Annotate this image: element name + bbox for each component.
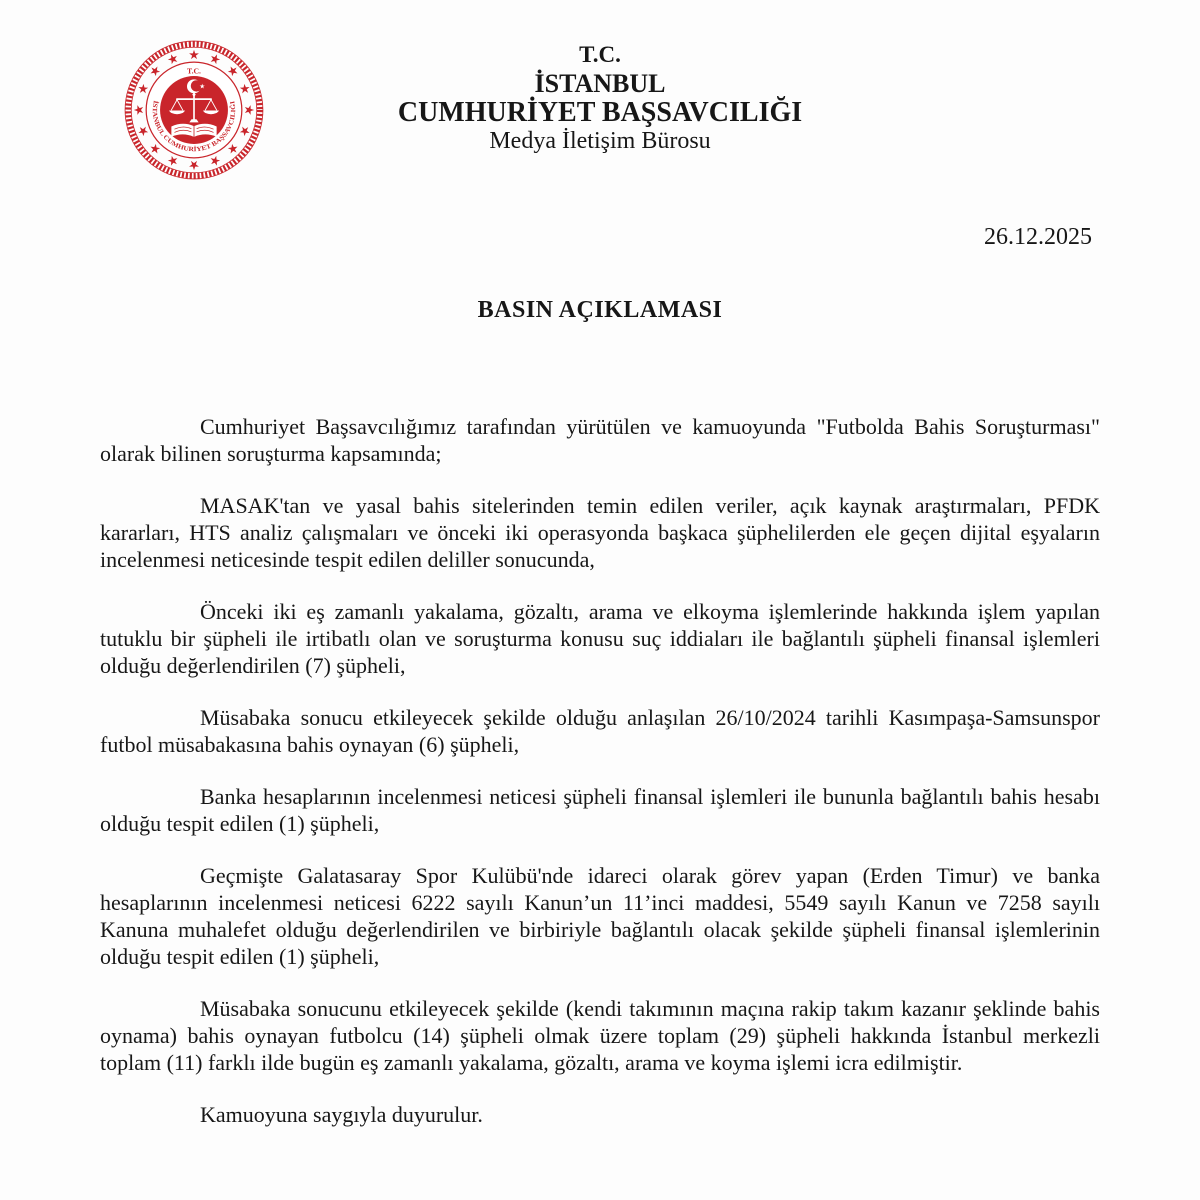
- paragraph-operation-total: Müsabaka sonucunu etkileyecek şekilde (kendi takımının maçına rakip takım kazanır şeklinde bahis oynama) bahis oynayan futbolcu (14) şüpheli olmak üzere toplam (29) şüpheli hakkında İstanbul merkezli toplam (11) farklı ilde bugün eş zamanlı yakalama, gözaltı, arama ve koyma işlemi icra edilmiştir.: [100, 996, 1100, 1075]
- paragraph-one-suspect-club: Geçmişte Galatasaray Spor Kulübü'nde idareci olarak görev yapan (Erden Timur) ve banka hesaplarının incelenmesi neticesi 6222 sayılı Kanun’un 11’inci maddesi, 5549 sayılı Kanun ve 7258 sayılı Kanuna muhalefet olduğu değerlendirilen ve birbiriyle bağlantılı olacak şekilde şüpheli finansal işlemlerinin olduğu tespit edilen (1) şüpheli,: [100, 863, 1100, 969]
- document-body: [100, 413, 1100, 1128]
- paragraph-six-suspects: Müsabaka sonucu etkileyecek şekilde olduğu anlaşılan 26/10/2024 tarihli Kasımpaşa-Samsunspor futbol müsabakasına bahis oynayan (6) şüpheli,: [100, 705, 1100, 757]
- paragraph-seven-suspects: Önceki iki eş zamanlı yakalama, gözaltı, arama ve elkoyma işlemlerinde hakkında işlem yapılan tutuklu bir şüpheli ile irtibatlı olan ve soruşturma konusu suç iddiaları ile bağlantılı şüpheli finansal işlemleri olduğu değerlendirilen (7) şüpheli,: [100, 599, 1100, 678]
- letterhead-tc: T.C.: [579, 42, 621, 67]
- paragraph-evidence: MASAK'tan ve yasal bahis sitelerinden temin edilen veriler, açık kaynak araştırmaları, PFDK kararları, HTS analiz çalışmaları ve önceki iki operasyonda başkaca şüphelilerden ele geçen dijital eşyaların incelenmesi neticesinde tespit edilen deliller sonucunda,: [100, 493, 1100, 572]
- letterhead: [0, 40, 1200, 156]
- paragraph-closing: Kamuoyuna saygıyla duyurulur.: [200, 1102, 483, 1127]
- paragraph-intro: Cumhuriyet Başsavcılığımız tarafından yürütülen ve kamuoyunda "Futbolda Bahis Soruşturması" olarak bilinen soruşturma kapsamında;: [100, 414, 1100, 466]
- seal-tc-text: T.C.: [187, 66, 201, 76]
- seal-ring-text: İSTANBUL CUMHURİYET BAŞSAVCILIĞI: [150, 99, 238, 154]
- paragraph-one-suspect-bank: Banka hesaplarının incelenmesi neticesi şüpheli finansal işlemleri ile bununla bağlantılı bahis hesabı olduğu tespit edilen (1) şüpheli,: [100, 784, 1100, 836]
- letterhead-office: CUMHURİYET BAŞSAVCILIĞI: [397, 97, 803, 128]
- press-release-title: BASIN AÇIKLAMASI: [477, 297, 723, 323]
- letterhead-city: İSTANBUL: [534, 69, 666, 98]
- document-date: 26.12.2025: [984, 224, 1092, 250]
- letterhead-bureau: Medya İletişim Bürosu: [489, 128, 711, 154]
